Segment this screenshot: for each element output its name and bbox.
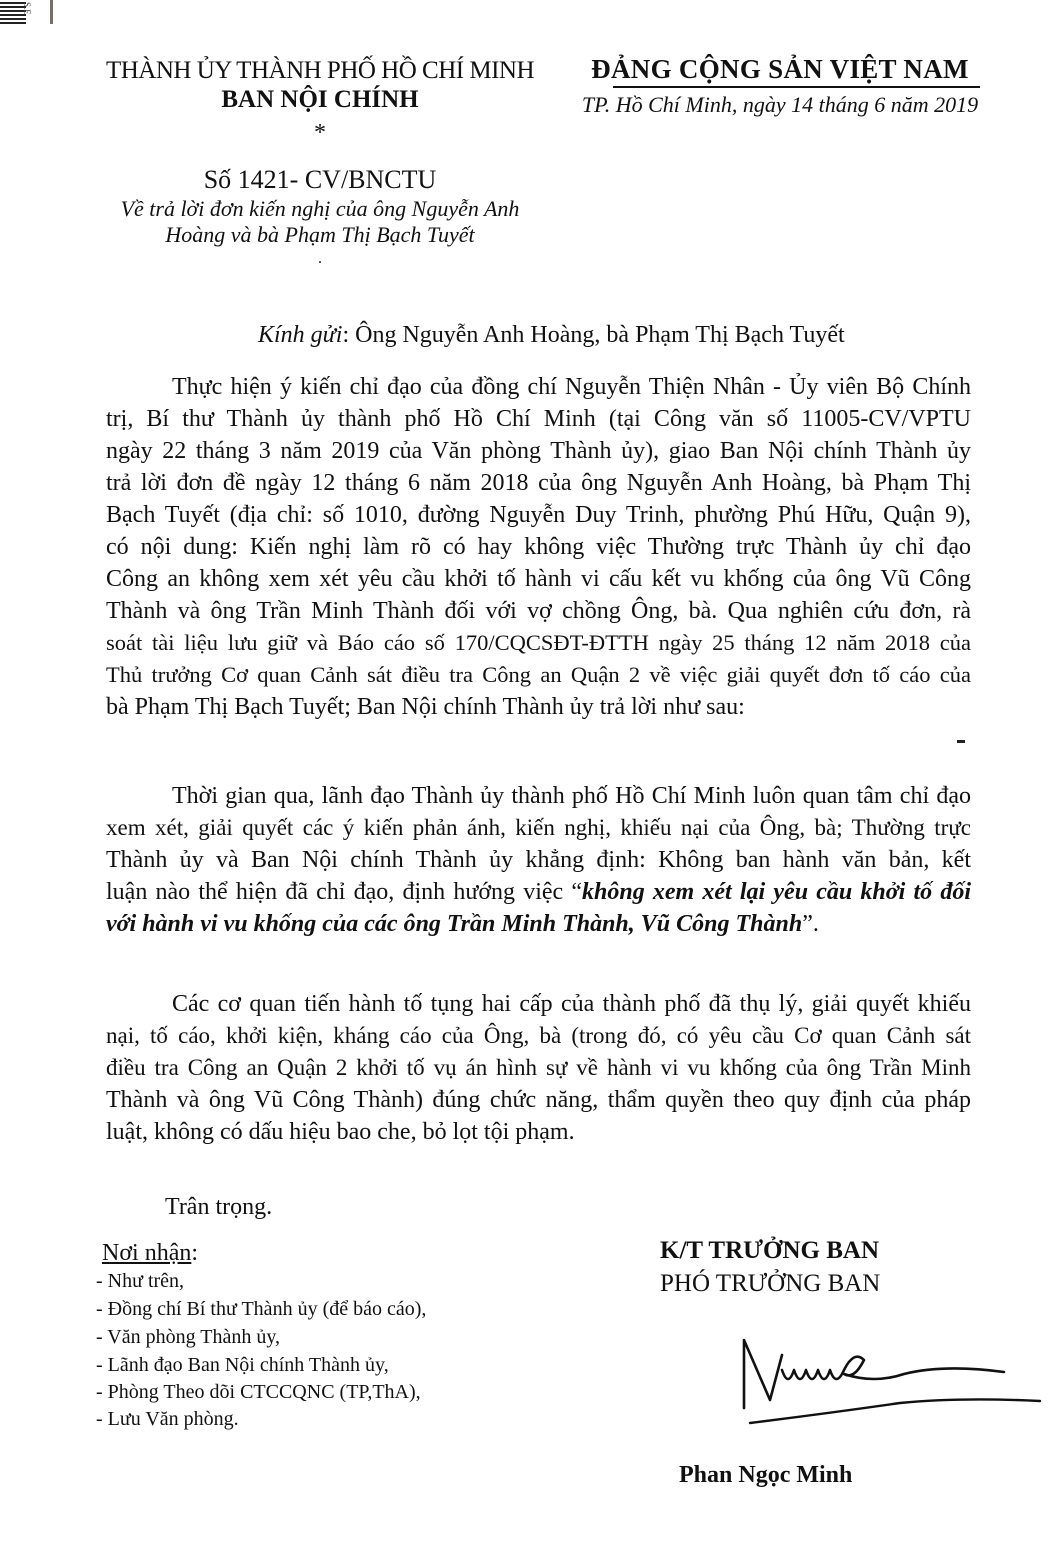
paragraph-1-line: Thực hiện ý kiến chỉ đạo của đồng chí Nguyễn Thiện Nhân - Ủy viên Bộ Chính (172, 374, 971, 400)
salutation (258, 322, 845, 349)
recipients-title-colon: : (191, 1240, 199, 1266)
paragraph-1-line: ngày 22 tháng 3 năm 2019 của Văn phòng Thành ủy), giao Ban Nội chính Thành ủy (106, 438, 971, 464)
party-underline (613, 86, 980, 88)
barcode-label: S.E (22, 2, 32, 15)
paragraph-1-line: Công an không xem xét yêu cầu khởi tố hành vi cấu kết vu khống của ông Vũ Công (106, 566, 971, 592)
closing-phrase: Trân trọng. (165, 1194, 273, 1220)
paragraph-1-line: trả lời đơn đề ngày 12 tháng 6 năm 2018 của ông Nguyễn Anh Hoàng, bà Phạm Thị (106, 470, 971, 496)
recipient-item: - Đồng chí Bí thư Thành ủy (để báo cáo), (96, 1298, 427, 1320)
emphasized-quote: không xem xét lại yêu cầu khởi tố đối (582, 879, 971, 905)
paragraph-1-line: Bạch Tuyết (địa chỉ: số 1010, đường Nguyễn Duy Trinh, phường Phú Hữu, Quận 9), (106, 502, 971, 528)
paragraph-2-line-4 (106, 876, 971, 908)
plain-text: ”. (802, 911, 819, 937)
recipients-title-text: Nơi nhận (102, 1240, 192, 1266)
paragraph-1-line: có nội dung: Kiến nghị làm rõ có hay không việc Thường trực Thành ủy chỉ đạo (106, 534, 971, 560)
header-dot: . (318, 250, 322, 267)
salutation-label: Kính gửi (258, 322, 343, 348)
recipient-item: - Lưu Văn phòng. (96, 1408, 239, 1430)
scan-dash-mark (957, 740, 965, 743)
paragraph-3-line: điều tra Công an Quận 2 khởi tố vụ án hình sự về hành vi vu khống của ông Trần Minh (106, 1055, 971, 1080)
paragraph-3-line: Thành và ông Vũ Công Thành) đúng chức năng, thẩm quyền theo quy định của pháp (106, 1087, 971, 1113)
paragraph-2-line: Thời gian qua, lãnh đạo Thành ủy thành phố Hồ Chí Minh luôn quan tâm chỉ đạo (172, 783, 971, 809)
subject-line-1: Về trả lời đơn kiến nghị của ông Nguyễn Anh (120, 196, 520, 221)
handwritten-signature (730, 1320, 1048, 1430)
paragraph-2-line: Thành ủy và Ban Nội chính Thành ủy khẳng định: Không ban hành văn bản, kết (106, 847, 971, 873)
paragraph-1-line: Thủ trưởng Cơ quan Cảnh sát điều tra Công an Quận 2 về việc giải quyết đơn tố cáo của (106, 662, 971, 687)
salutation-recipients: : Ông Nguyễn Anh Hoàng, bà Phạm Thị Bạch Tuyết (342, 322, 845, 348)
recipient-item: - Phòng Theo dõi CTCCQNC (TP,ThA), (96, 1381, 421, 1403)
recipients-title (102, 1240, 198, 1267)
signer-title: PHÓ TRƯỞNG BAN (660, 1270, 881, 1297)
recipient-item: - Như trên, (96, 1270, 185, 1292)
issuing-department: BAN NỘI CHÍNH (221, 86, 419, 113)
paragraph-2-line-5 (106, 908, 971, 940)
paragraph-1-line: soát tài liệu lưu giữ và Báo cáo số 170/CQCSĐT-ĐTTH ngày 25 tháng 12 năm 2018 của (106, 630, 971, 655)
paragraph-1-line: Thành và ông Trần Minh Thành đối với vợ chồng Ông, bà. Qua nghiên cứu đơn, rà (106, 598, 971, 624)
dateline: TP. Hồ Chí Minh, ngày 14 tháng 6 năm 2019 (581, 92, 979, 117)
plain-text: luận nào thể hiện đã chỉ đạo, định hướng việc “ (106, 879, 583, 905)
signer-name: Phan Ngọc Minh (679, 1462, 853, 1488)
emphasized-quote: với hành vi vu khống của các ông Trần Minh Thành, Vũ Công Thành (106, 911, 803, 937)
paragraph-3-line: luật, không có dấu hiệu bao che, bỏ lọt tội phạm. (106, 1119, 575, 1145)
document-number: Số 1421- CV/BNCTU (203, 165, 437, 194)
paragraph-3-line: Các cơ quan tiến hành tố tụng hai cấp của thành phố đã thụ lý, giải quyết khiếu (172, 991, 971, 1017)
party-name: ĐẢNG CỘNG SẢN VIỆT NAM (591, 54, 969, 84)
signature-on-behalf: K/T TRƯỞNG BAN (660, 1237, 880, 1264)
paragraph-1-line: trị, Bí thư Thành ủy thành phố Hồ Chí Minh (tại Công văn số 11005-CV/VPTU (106, 406, 971, 432)
paragraph-2-line: xem xét, giải quyết các ý kiến phản ánh, kiến nghị, khiếu nại của Ông, bà; Thường trực (106, 815, 971, 840)
recipient-item: - Lãnh đạo Ban Nội chính Thành ủy, (96, 1354, 389, 1376)
recipient-item: - Văn phòng Thành ủy, (96, 1326, 281, 1348)
paragraph-3-line: nại, tố cáo, khởi kiện, kháng cáo của Ông, bà (trong đó, có yêu cầu Cơ quan Cảnh sát (106, 1023, 971, 1048)
scan-edge-mark (50, 0, 53, 24)
issuing-organization: THÀNH ỦY THÀNH PHỐ HỒ CHÍ MINH (105, 57, 535, 84)
paragraph-1-line: bà Phạm Thị Bạch Tuyết; Ban Nội chính Thành ủy trả lời như sau: (106, 694, 745, 720)
header-star: * (314, 120, 326, 146)
subject-line-2: Hoàng và bà Phạm Thị Bạch Tuyết (165, 222, 475, 247)
